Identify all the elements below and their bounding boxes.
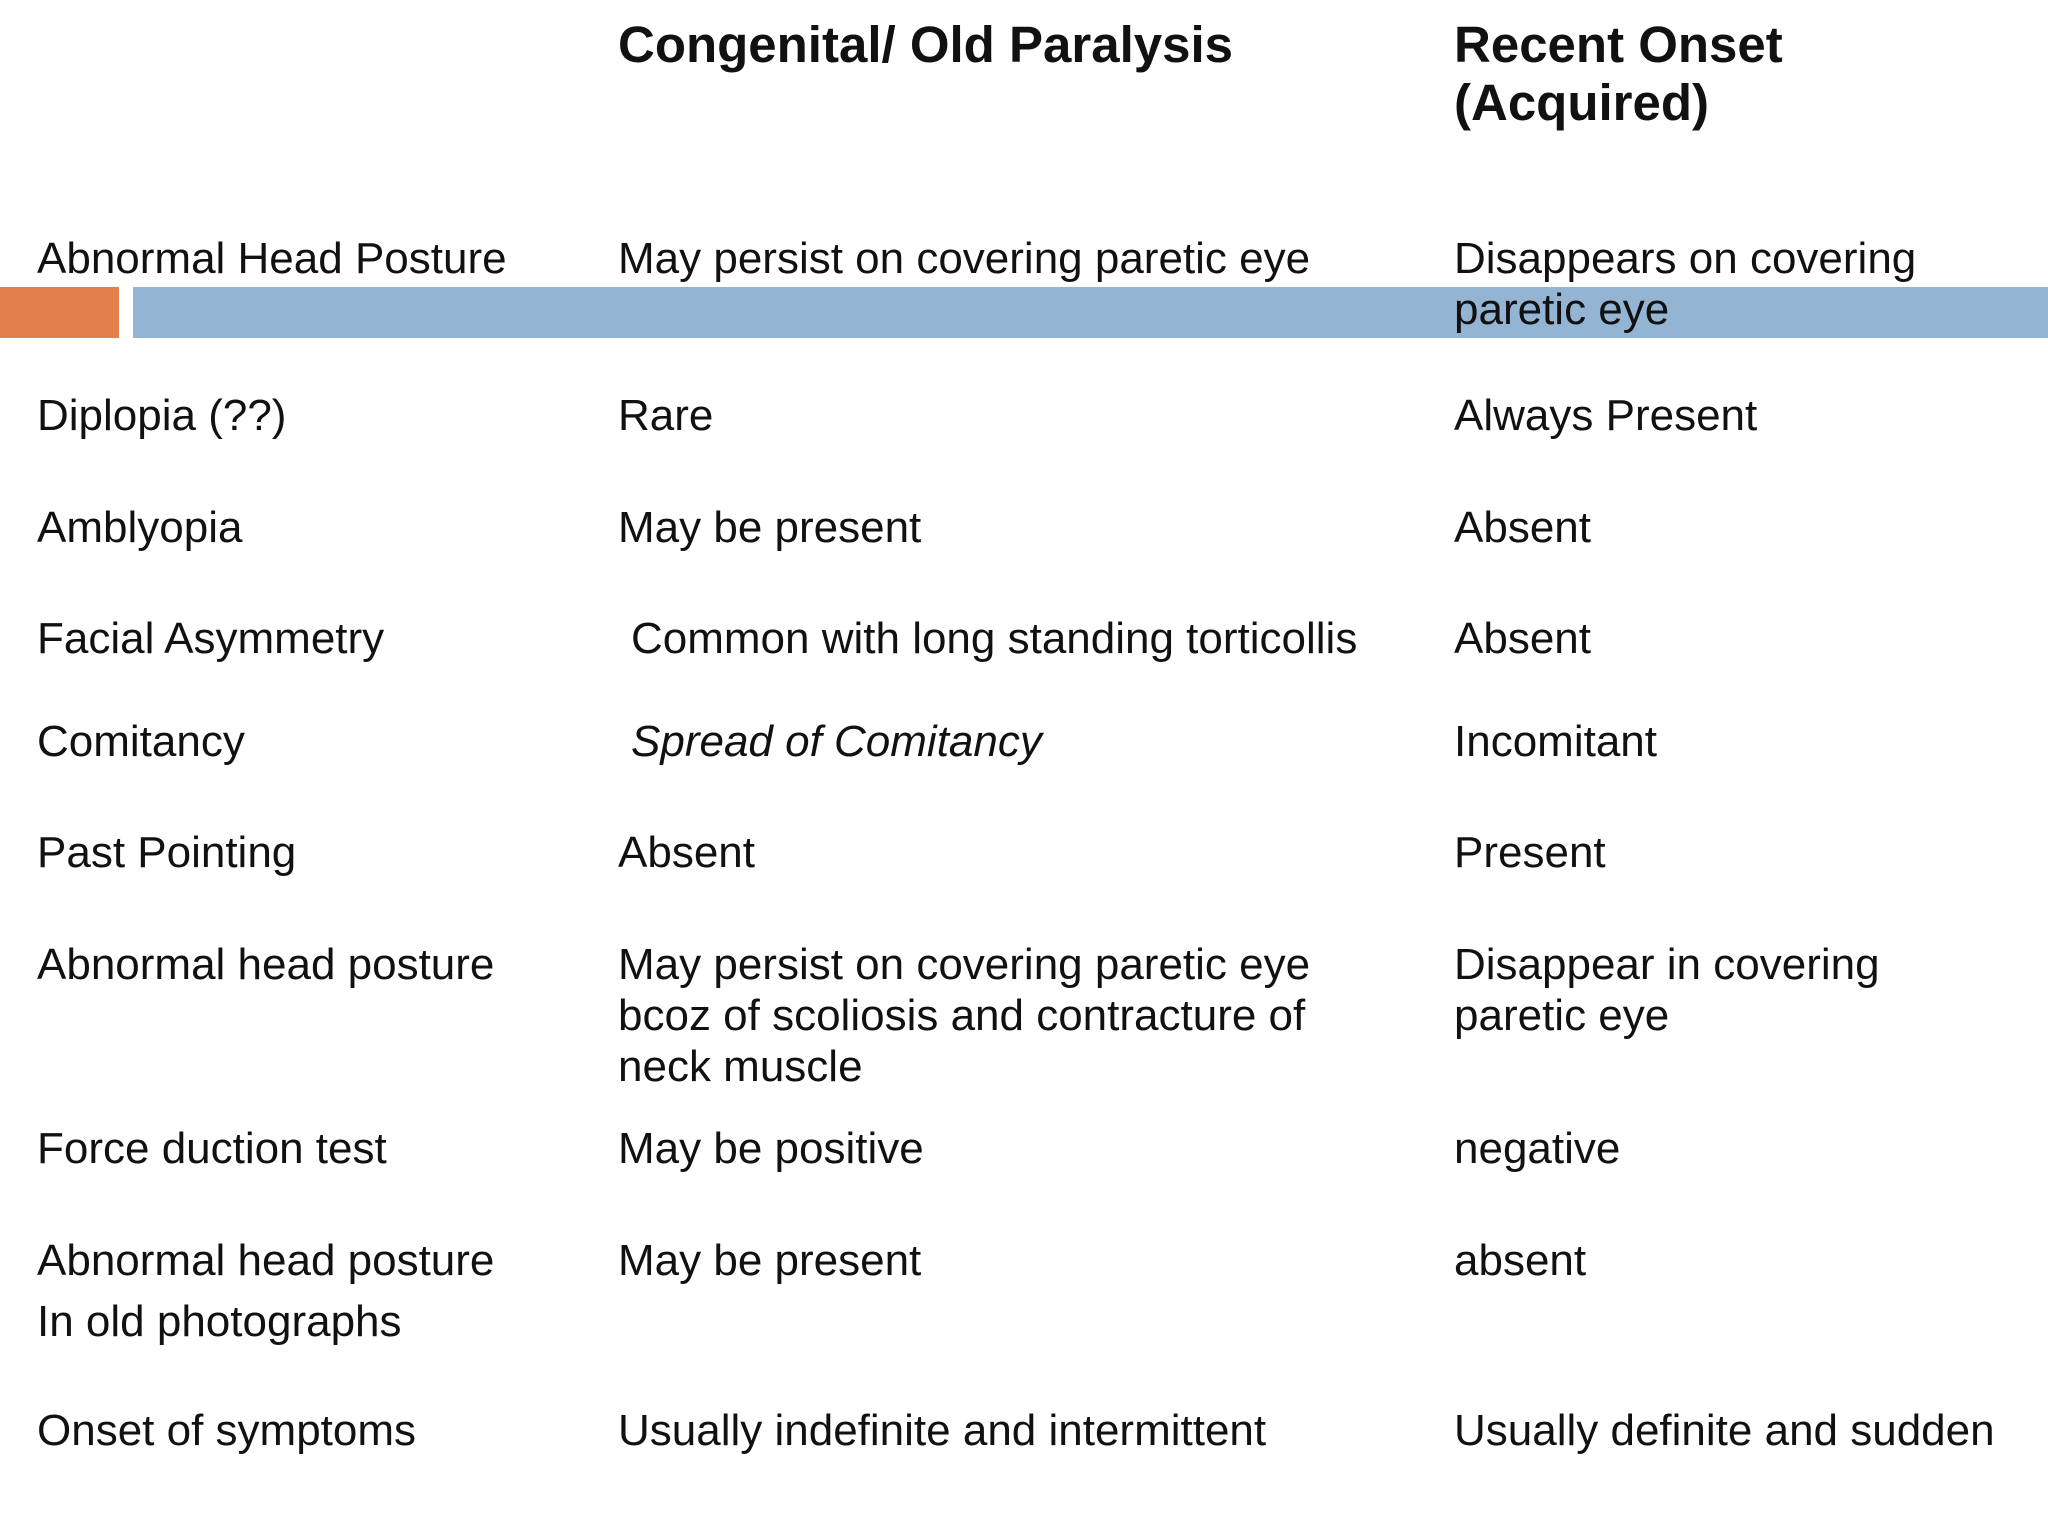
column-header-acquired-line1: Recent Onset (1454, 16, 1783, 73)
column-header-acquired (1454, 16, 1783, 132)
feature-cell: Comitancy (37, 717, 245, 766)
feature-cell: Force duction test (37, 1124, 387, 1173)
congenital-cell: May be present (618, 1236, 922, 1285)
accent-bar-orange (0, 287, 119, 338)
congenital-cell: Usually indefinite and intermittent (618, 1406, 1267, 1455)
congenital-cell: Rare (618, 391, 714, 440)
feature-cell: Amblyopia (37, 503, 243, 552)
column-header-congenital: Congenital/ Old Paralysis (618, 16, 1234, 73)
feature-cell: Onset of symptoms (37, 1406, 417, 1455)
congenital-cell: Absent (618, 828, 755, 877)
congenital-cell: May persist on covering paretic eye bcoz of scoliosis and contracture of neck muscle (618, 940, 1311, 1091)
congenital-cell: May be present (618, 503, 922, 552)
feature-cell: Abnormal Head Posture (37, 234, 507, 283)
feature-cell: Facial Asymmetry (37, 614, 385, 663)
acquired-cell: Usually definite and sudden (1454, 1406, 1995, 1455)
acquired-cell: Incomitant (1454, 717, 1657, 766)
congenital-cell: Common with long standing torticollis (631, 614, 1358, 663)
acquired-cell: Absent (1454, 614, 1591, 663)
congenital-cell: May be positive (618, 1124, 924, 1173)
acquired-cell: Disappear in covering paretic eye (1454, 940, 1880, 1040)
acquired-cell: Present (1454, 828, 1606, 877)
acquired-cell: Absent (1454, 503, 1591, 552)
acquired-cell: Disappears on covering paretic eye (1454, 234, 1917, 334)
acquired-cell: Always Present (1454, 391, 1758, 440)
congenital-cell: Spread of Comitancy (631, 717, 1042, 766)
column-header-acquired-line2: (Acquired) (1454, 74, 1709, 131)
acquired-cell: negative (1454, 1124, 1621, 1173)
feature-cell: Abnormal head posture (37, 940, 495, 989)
acquired-cell: absent (1454, 1236, 1587, 1285)
feature-cell: Diplopia (??) (37, 391, 287, 440)
feature-cell: Past Pointing (37, 828, 297, 877)
feature-cell: Abnormal head posture In old photographs (37, 1236, 495, 1346)
congenital-cell: May persist on covering paretic eye (618, 234, 1311, 283)
